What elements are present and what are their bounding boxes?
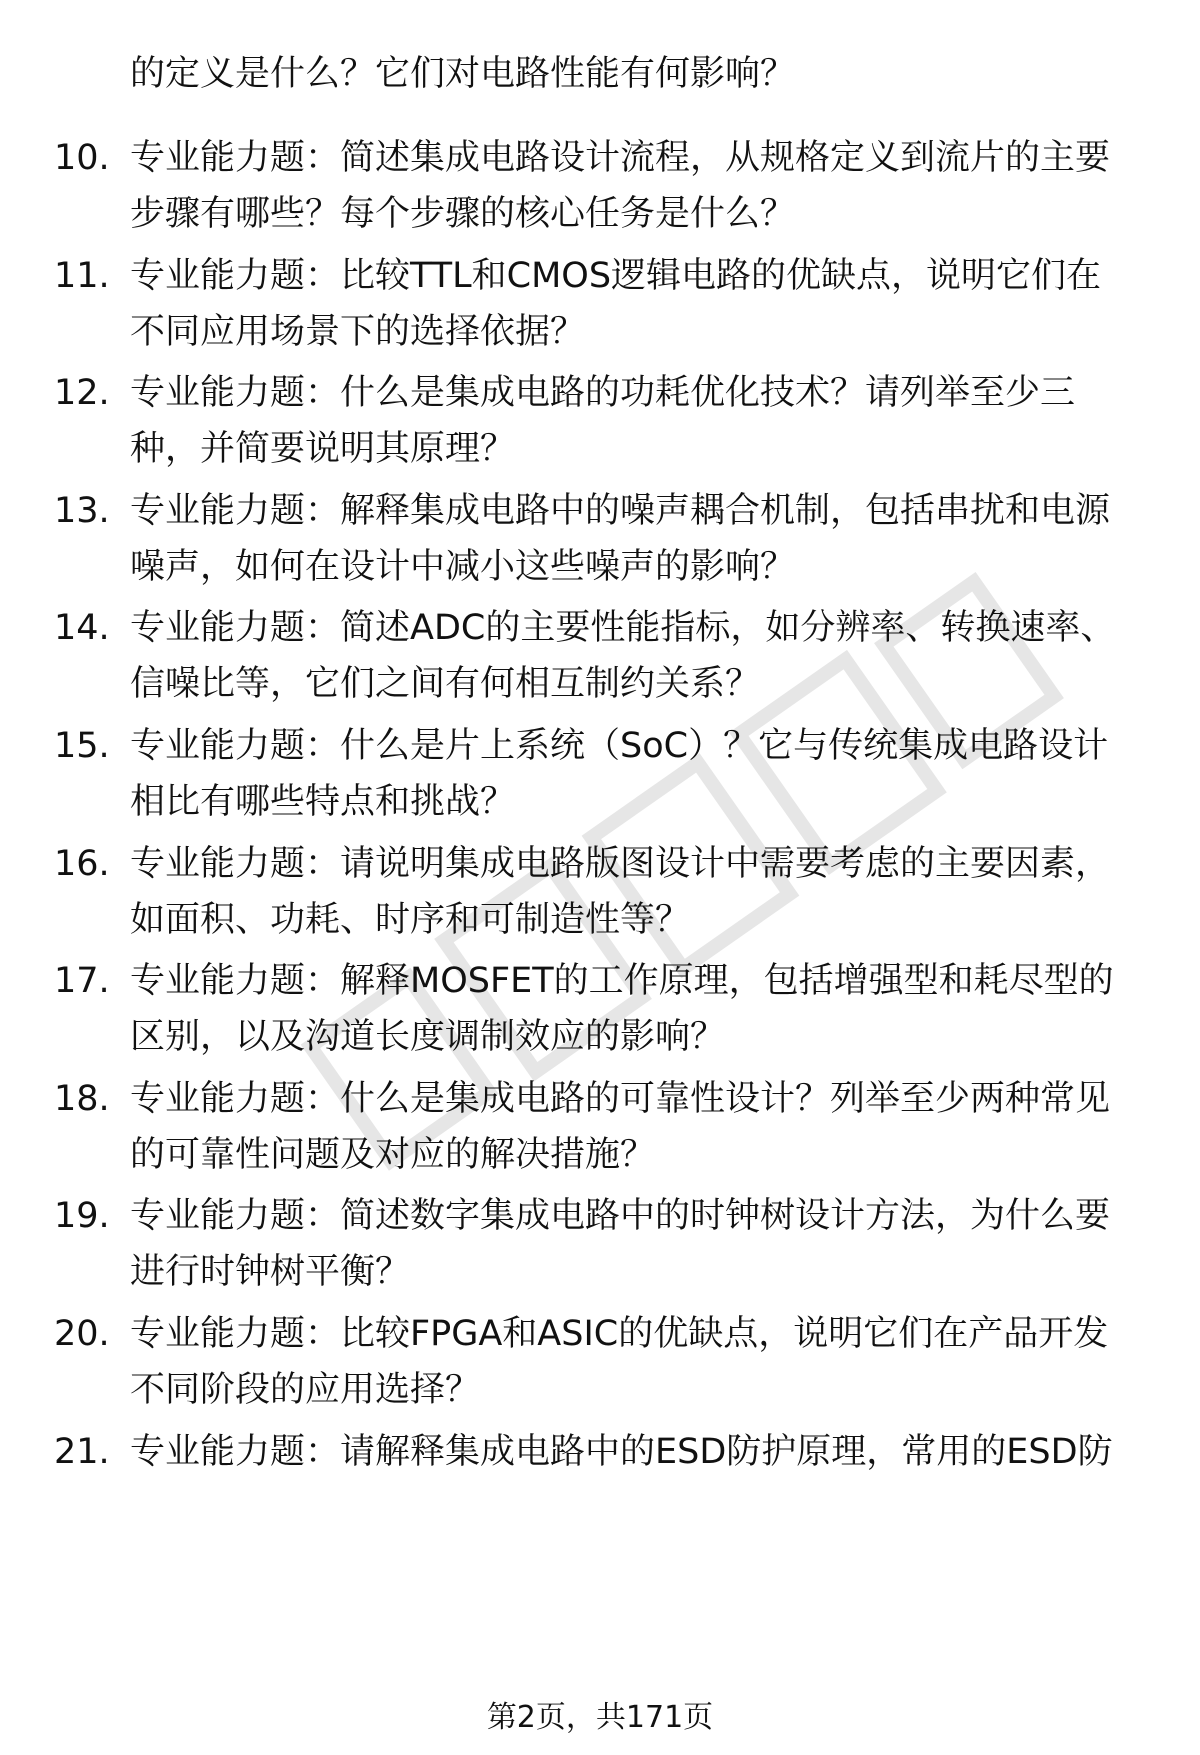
question-text-line-2: 不同阶段的应用选择？ xyxy=(130,1370,481,1410)
question-number: 21. xyxy=(54,1431,110,1472)
question-text-line-2: 如面积、功耗、时序和可制造性等？ xyxy=(130,899,691,940)
question-text-line-1: 专业能力题：什么是片上系统（SoC）？它与传统集成电路设计 xyxy=(130,726,1109,766)
question-text-line-2: 进行时钟树平衡？ xyxy=(130,1252,411,1293)
question-number: 13. xyxy=(54,490,110,531)
question-number: 16. xyxy=(54,843,110,884)
question-number: 14. xyxy=(54,608,110,649)
question-number: 17. xyxy=(54,961,110,1002)
question-text-line-1: 专业能力题：请解释集成电路中的ESD防护原理，常用的ESD防 xyxy=(130,1431,1113,1472)
question-text-line-1: 专业能力题：请说明集成电路版图设计中需要考虑的主要因素， xyxy=(130,843,1111,884)
question-text-line-1: 专业能力题：比较TTL和CMOS逻辑电路的优缺点，说明它们在 xyxy=(130,255,1102,296)
question-number: 12. xyxy=(54,373,110,414)
question-text-line-1: 专业能力题：解释MOSFET的工作原理，包括增强型和耗尽型的 xyxy=(130,961,1114,1002)
question-text-line-2: 区别，以及沟道长度调制效应的影响？ xyxy=(130,1017,726,1058)
question-text-line-1: 专业能力题：什么是集成电路的可靠性设计？列举至少两种常见 xyxy=(130,1078,1111,1119)
question-number: 20. xyxy=(54,1314,110,1354)
question-text-line-1: 专业能力题：什么是集成电路的功耗优化技术？请列举至少三 xyxy=(130,373,1076,414)
question-text-line-2: 步骤有哪些？每个步骤的核心任务是什么？ xyxy=(130,194,796,234)
question-text-line-2: 噪声，如何在设计中减小这些噪声的影响？ xyxy=(130,546,796,587)
question-number: 10. xyxy=(54,138,110,178)
question-text-line-1: 专业能力题：比较FPGA和ASIC的优缺点，说明它们在产品开发 xyxy=(130,1314,1109,1354)
question-text-line-2: 信噪比等，它们之间有何相互制约关系？ xyxy=(130,664,761,705)
question-text-line-1: 专业能力题：简述ADC的主要性能指标，如分辨率、转换速率、 xyxy=(130,608,1116,649)
question-number: 19. xyxy=(54,1196,110,1237)
question-number: 18. xyxy=(54,1078,110,1119)
page-footer: 第2页，共171页 xyxy=(486,1700,714,1735)
question-number: 15. xyxy=(54,726,110,766)
question-text-line-2: 的可靠性问题及对应的解决措施？ xyxy=(130,1134,656,1175)
continued-text-line: 的定义是什么？它们对电路性能有何影响？ xyxy=(130,54,796,94)
question-text-line-1: 专业能力题：解释集成电路中的噪声耦合机制，包括串扰和电源 xyxy=(130,490,1111,531)
question-number: 11. xyxy=(54,255,110,296)
question-text-line-1: 专业能力题：简述数字集成电路中的时钟树设计方法，为什么要 xyxy=(130,1196,1111,1237)
question-text-line-2: 相比有哪些特点和挑战？ xyxy=(130,782,516,822)
question-text-line-1: 专业能力题：简述集成电路设计流程，从规格定义到流片的主要 xyxy=(130,138,1111,178)
question-text-line-2: 不同应用场景下的选择依据？ xyxy=(130,311,586,352)
question-text-line-2: 种，并简要说明其原理？ xyxy=(130,429,516,470)
